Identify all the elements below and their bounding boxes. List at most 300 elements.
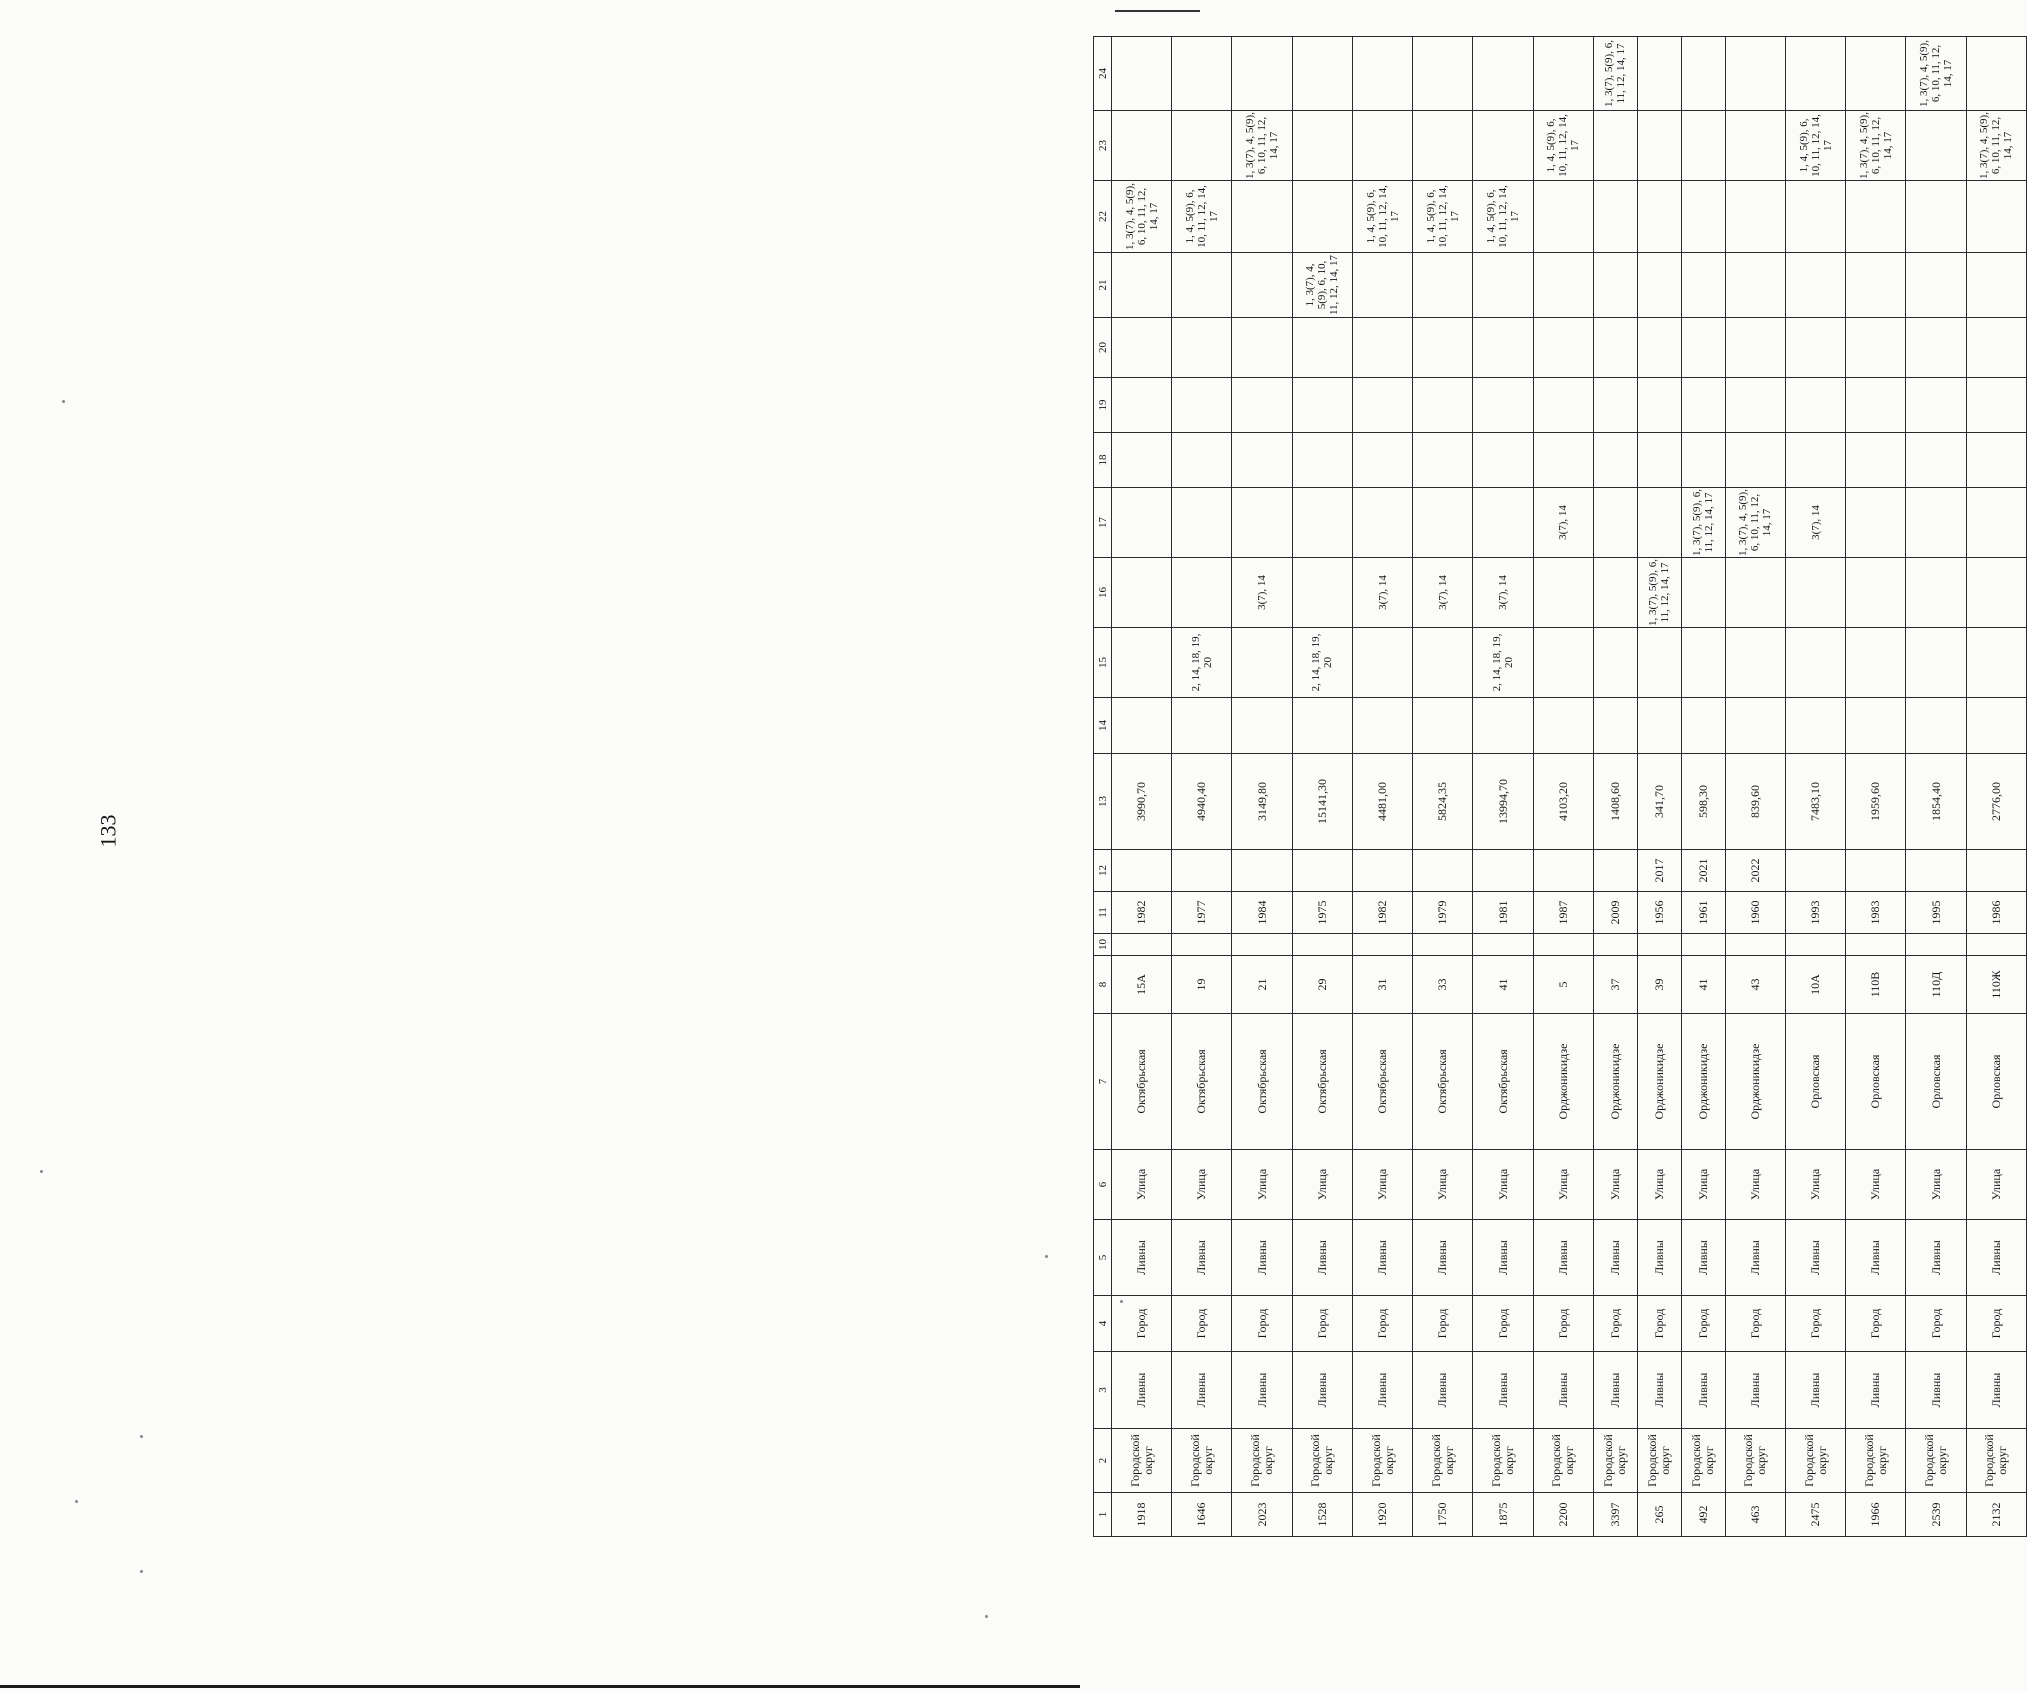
table-cell: Октябрьская xyxy=(1112,1014,1172,1150)
table-cell: Октябрьская xyxy=(1413,1014,1473,1150)
table-cell xyxy=(1593,253,1637,318)
table-cell xyxy=(1681,698,1725,754)
table-cell xyxy=(1533,698,1593,754)
table-cell xyxy=(1966,934,2026,956)
table-cell xyxy=(1593,628,1637,698)
table-cell xyxy=(1725,111,1785,181)
column-header: 3 xyxy=(1094,1352,1112,1429)
table-cell: Городской округ xyxy=(1725,1429,1785,1493)
table-cell xyxy=(1473,378,1533,433)
table-cell xyxy=(1172,934,1232,956)
table-cell xyxy=(1906,378,1966,433)
column-header: 11 xyxy=(1094,892,1112,934)
table-cell: 2022 xyxy=(1725,850,1785,892)
table-cell xyxy=(1232,181,1292,253)
table-cell: Октябрьская xyxy=(1232,1014,1292,1150)
table-cell xyxy=(1846,850,1906,892)
table-cell xyxy=(1413,378,1473,433)
table-cell: Ливны xyxy=(1906,1220,1966,1296)
table-cell: 1981 xyxy=(1473,892,1533,934)
bottom-rule xyxy=(0,1685,1080,1688)
table-cell xyxy=(1846,37,1906,111)
table-cell xyxy=(1593,433,1637,488)
table-cell xyxy=(1112,318,1172,378)
table-cell xyxy=(1172,318,1232,378)
table-cell: Городской округ xyxy=(1906,1429,1966,1493)
table-cell: Ливны xyxy=(1352,1352,1412,1429)
table-cell: Городской округ xyxy=(1292,1429,1352,1493)
table-cell: 1918 xyxy=(1112,1493,1172,1537)
table-cell: 3(7), 14 xyxy=(1352,558,1412,628)
table-cell: 1, 3(7), 5(9), 6, 11, 12, 14, 17 xyxy=(1593,37,1637,111)
table-cell: 341,70 xyxy=(1637,754,1681,850)
table-cell xyxy=(1785,558,1845,628)
table-cell: Ливны xyxy=(1681,1220,1725,1296)
table-cell xyxy=(1232,850,1292,892)
table-cell: 1984 xyxy=(1232,892,1292,934)
table-cell xyxy=(1846,698,1906,754)
table-cell xyxy=(1725,698,1785,754)
table-cell: Ливны xyxy=(1172,1220,1232,1296)
column-header: 18 xyxy=(1094,433,1112,488)
scan-speck xyxy=(75,1500,78,1503)
table-cell xyxy=(1966,318,2026,378)
table-cell: Город xyxy=(1232,1296,1292,1352)
table-cell xyxy=(1413,433,1473,488)
table-cell xyxy=(1533,181,1593,253)
table-cell: 1, 3(7), 4, 5(9), 6, 10, 11, 12, 14, 17 xyxy=(1232,111,1292,181)
table-cell xyxy=(1413,934,1473,956)
table-cell xyxy=(1292,378,1352,433)
table-cell: 1, 4, 5(9), 6, 10, 11, 12, 14, 17 xyxy=(1413,181,1473,253)
table-cell xyxy=(1725,253,1785,318)
table-cell xyxy=(1966,488,2026,558)
table-cell: 4481,00 xyxy=(1352,754,1412,850)
table-cell xyxy=(1637,488,1681,558)
table-row xyxy=(1906,37,1966,1537)
table-cell: 1, 4, 5(9), 6, 10, 11, 12, 14, 17 xyxy=(1352,181,1412,253)
table-cell xyxy=(1785,253,1845,318)
table-cell xyxy=(1681,628,1725,698)
table-cell: Городской округ xyxy=(1846,1429,1906,1493)
table-cell: 3(7), 14 xyxy=(1785,488,1845,558)
table-cell: Город xyxy=(1112,1296,1172,1352)
table-cell: 1961 xyxy=(1681,892,1725,934)
table-cell: 2, 14, 18, 19, 20 xyxy=(1473,628,1533,698)
table-cell: 10А xyxy=(1785,956,1845,1014)
column-header: 14 xyxy=(1094,698,1112,754)
table-cell: Город xyxy=(1473,1296,1533,1352)
column-header: 23 xyxy=(1094,111,1112,181)
table-cell xyxy=(1637,378,1681,433)
table-cell xyxy=(1172,488,1232,558)
table-cell xyxy=(1292,558,1352,628)
table-row xyxy=(1725,37,1785,1537)
table-cell: 3(7), 14 xyxy=(1413,558,1473,628)
table-cell: 15А xyxy=(1112,956,1172,1014)
table-cell xyxy=(1172,558,1232,628)
table-cell xyxy=(1906,111,1966,181)
table-cell: 29 xyxy=(1292,956,1352,1014)
column-header: 22 xyxy=(1094,181,1112,253)
table-cell: Орджоникидзе xyxy=(1681,1014,1725,1150)
table-cell: 1920 xyxy=(1352,1493,1412,1537)
table-cell: 1408,60 xyxy=(1593,754,1637,850)
table-cell: Орловская xyxy=(1785,1014,1845,1150)
table-cell xyxy=(1725,934,1785,956)
table-cell: 492 xyxy=(1681,1493,1725,1537)
header-row xyxy=(1094,37,1112,1537)
table-row xyxy=(1846,37,1906,1537)
table-cell: Ливны xyxy=(1413,1220,1473,1296)
column-header: 2 xyxy=(1094,1429,1112,1493)
table-cell xyxy=(1352,111,1412,181)
table-cell xyxy=(1413,850,1473,892)
table-cell xyxy=(1112,37,1172,111)
scan-speck xyxy=(140,1570,143,1573)
table-cell: 2009 xyxy=(1593,892,1637,934)
table-body xyxy=(1112,37,2027,1537)
table-cell xyxy=(1172,698,1232,754)
table-cell xyxy=(1112,488,1172,558)
table-cell: 110Ж xyxy=(1966,956,2026,1014)
table-cell xyxy=(1413,318,1473,378)
table-cell: Орджоникидзе xyxy=(1637,1014,1681,1150)
column-header: 1 xyxy=(1094,1493,1112,1537)
table-cell xyxy=(1232,488,1292,558)
table-cell xyxy=(1785,181,1845,253)
table-cell: 1956 xyxy=(1637,892,1681,934)
table-cell: 2017 xyxy=(1637,850,1681,892)
column-header: 21 xyxy=(1094,253,1112,318)
table-cell: Ливны xyxy=(1966,1220,2026,1296)
table-cell: Ливны xyxy=(1112,1220,1172,1296)
table-cell: Городской округ xyxy=(1966,1429,2026,1493)
table-cell: Улица xyxy=(1292,1150,1352,1220)
table-cell: Городской округ xyxy=(1593,1429,1637,1493)
table-cell: 2021 xyxy=(1681,850,1725,892)
table-cell xyxy=(1966,378,2026,433)
table-cell: Октябрьская xyxy=(1473,1014,1533,1150)
table-cell xyxy=(1533,558,1593,628)
table-cell: Орловская xyxy=(1906,1014,1966,1150)
table-cell: Октябрьская xyxy=(1172,1014,1232,1150)
table-cell: Городской округ xyxy=(1473,1429,1533,1493)
table-cell xyxy=(1725,558,1785,628)
table-cell xyxy=(1906,558,1966,628)
table-cell xyxy=(1533,37,1593,111)
table-cell xyxy=(1846,318,1906,378)
table-cell: Ливны xyxy=(1172,1352,1232,1429)
table-cell xyxy=(1232,934,1292,956)
table-cell xyxy=(1292,850,1352,892)
column-header: 15 xyxy=(1094,628,1112,698)
table-cell xyxy=(1906,488,1966,558)
table-cell xyxy=(1785,37,1845,111)
table-cell xyxy=(1112,111,1172,181)
table-cell xyxy=(1172,37,1232,111)
table-cell: 1, 4, 5(9), 6, 10, 11, 12, 14, 17 xyxy=(1172,181,1232,253)
table-cell: 1959,60 xyxy=(1846,754,1906,850)
table-cell xyxy=(1637,698,1681,754)
table-cell xyxy=(1292,111,1352,181)
table-cell xyxy=(1681,318,1725,378)
table-cell: Город xyxy=(1352,1296,1412,1352)
table-cell xyxy=(1725,37,1785,111)
table-cell: Городской округ xyxy=(1681,1429,1725,1493)
table-cell: Ливны xyxy=(1352,1220,1412,1296)
table-cell xyxy=(1112,433,1172,488)
table-cell: 1983 xyxy=(1846,892,1906,934)
table-cell xyxy=(1637,628,1681,698)
table-cell: Ливны xyxy=(1906,1352,1966,1429)
table-cell: 4940,40 xyxy=(1172,754,1232,850)
table-cell xyxy=(1292,698,1352,754)
table-cell xyxy=(1232,37,1292,111)
table-cell xyxy=(1112,253,1172,318)
table-cell xyxy=(1533,253,1593,318)
table-cell xyxy=(1473,253,1533,318)
table-row xyxy=(1637,37,1681,1537)
table-cell: 1987 xyxy=(1533,892,1593,934)
column-header: 20 xyxy=(1094,318,1112,378)
table-cell: 1, 3(7), 4, 5(9), 6, 10, 11, 12, 14, 17 xyxy=(1906,37,1966,111)
table-cell: Город xyxy=(1413,1296,1473,1352)
table-cell xyxy=(1533,318,1593,378)
table-cell xyxy=(1112,558,1172,628)
table-cell: 1, 4, 5(9), 6, 10, 11, 12, 14, 17 xyxy=(1473,181,1533,253)
table-cell: 1975 xyxy=(1292,892,1352,934)
table-cell: 1995 xyxy=(1906,892,1966,934)
table-cell: Ливны xyxy=(1681,1352,1725,1429)
table-cell xyxy=(1906,433,1966,488)
table-cell: 839,60 xyxy=(1725,754,1785,850)
table-cell: Ливны xyxy=(1846,1352,1906,1429)
table-cell xyxy=(1681,433,1725,488)
table-cell: Городской округ xyxy=(1112,1429,1172,1493)
table-cell xyxy=(1785,850,1845,892)
table-cell: Ливны xyxy=(1846,1220,1906,1296)
table-cell: Город xyxy=(1533,1296,1593,1352)
table-cell xyxy=(1172,433,1232,488)
table-cell: 3149,80 xyxy=(1232,754,1292,850)
table-cell: Улица xyxy=(1413,1150,1473,1220)
table-cell: 7483,10 xyxy=(1785,754,1845,850)
table-cell: 1, 4, 5(9), 6, 10, 11, 12, 14, 17 xyxy=(1785,111,1845,181)
table-cell: 1, 3(7), 5(9), 6, 11, 12, 14, 17 xyxy=(1637,558,1681,628)
table-cell: Улица xyxy=(1725,1150,1785,1220)
table-cell xyxy=(1292,433,1352,488)
table-cell: Город xyxy=(1785,1296,1845,1352)
table-cell xyxy=(1593,850,1637,892)
table-row xyxy=(1352,37,1412,1537)
table-cell: 1, 3(7), 4, 5(9), 6, 10, 11, 12, 14, 17 xyxy=(1725,488,1785,558)
table-cell: 2023 xyxy=(1232,1493,1292,1537)
table-cell: 2776,00 xyxy=(1966,754,2026,850)
table-cell xyxy=(1906,253,1966,318)
table-cell xyxy=(1681,37,1725,111)
table-cell: 2475 xyxy=(1785,1493,1845,1537)
table-cell: 33 xyxy=(1413,956,1473,1014)
column-header: 6 xyxy=(1094,1150,1112,1220)
table-cell: Ливны xyxy=(1533,1352,1593,1429)
scan-speck xyxy=(140,1435,143,1438)
table-cell: Город xyxy=(1725,1296,1785,1352)
table-cell xyxy=(1593,934,1637,956)
table-cell xyxy=(1473,318,1533,378)
table-cell xyxy=(1846,934,1906,956)
table-cell xyxy=(1232,698,1292,754)
table-cell xyxy=(1966,433,2026,488)
table-cell: 2, 14, 18, 19, 20 xyxy=(1292,628,1352,698)
table-cell: 1982 xyxy=(1352,892,1412,934)
table-cell: Ливны xyxy=(1232,1220,1292,1296)
table-cell: Улица xyxy=(1533,1150,1593,1220)
table-cell: Орджоникидзе xyxy=(1725,1014,1785,1150)
table-cell: Город xyxy=(1681,1296,1725,1352)
table-cell xyxy=(1846,558,1906,628)
table-cell: 1966 xyxy=(1846,1493,1906,1537)
table-cell: Город xyxy=(1637,1296,1681,1352)
table-cell: 1875 xyxy=(1473,1493,1533,1537)
table-cell: 598,30 xyxy=(1681,754,1725,850)
data-table xyxy=(1093,36,2027,1537)
table-cell xyxy=(1352,318,1412,378)
table-cell: 5 xyxy=(1533,956,1593,1014)
table-cell xyxy=(1846,181,1906,253)
table-cell xyxy=(1352,628,1412,698)
column-header: 7 xyxy=(1094,1014,1112,1150)
table-cell xyxy=(1966,558,2026,628)
table-cell xyxy=(1473,934,1533,956)
table-cell xyxy=(1232,628,1292,698)
table-cell: Ливны xyxy=(1292,1352,1352,1429)
table-cell: 1960 xyxy=(1725,892,1785,934)
table-cell xyxy=(1473,37,1533,111)
table-cell xyxy=(1352,253,1412,318)
table-cell: Ливны xyxy=(1413,1352,1473,1429)
table-cell xyxy=(1725,433,1785,488)
table-cell: Городской округ xyxy=(1785,1429,1845,1493)
table-cell xyxy=(1725,181,1785,253)
table-cell xyxy=(1846,253,1906,318)
table-cell xyxy=(1533,934,1593,956)
table-rotated-wrapper xyxy=(1093,40,2027,1537)
table-cell xyxy=(1473,111,1533,181)
table-cell xyxy=(1172,850,1232,892)
table-row xyxy=(1232,37,1292,1537)
scan-speck xyxy=(985,1615,988,1618)
table-cell: Ливны xyxy=(1725,1352,1785,1429)
table-cell xyxy=(1966,628,2026,698)
table-cell: Ливны xyxy=(1785,1352,1845,1429)
table-cell xyxy=(1533,850,1593,892)
table-cell xyxy=(1172,253,1232,318)
table-cell: 110В xyxy=(1846,956,1906,1014)
table-cell: 1982 xyxy=(1112,892,1172,934)
table-cell: 1, 3(7), 4, 5(9), 6, 10, 11, 12, 14, 17 xyxy=(1292,253,1352,318)
table-cell xyxy=(1292,37,1352,111)
table-cell xyxy=(1172,111,1232,181)
table-cell xyxy=(1593,378,1637,433)
table-cell xyxy=(1352,698,1412,754)
table-cell xyxy=(1413,37,1473,111)
table-cell xyxy=(1785,318,1845,378)
table-cell xyxy=(1785,628,1845,698)
table-cell xyxy=(1966,253,2026,318)
table-cell xyxy=(1352,488,1412,558)
table-row xyxy=(1533,37,1593,1537)
table-cell xyxy=(1292,488,1352,558)
table-cell: 3990,70 xyxy=(1112,754,1172,850)
table-cell xyxy=(1785,934,1845,956)
table-cell: 39 xyxy=(1637,956,1681,1014)
table-cell: 3(7), 14 xyxy=(1232,558,1292,628)
table-cell: 37 xyxy=(1593,956,1637,1014)
table-cell: Улица xyxy=(1785,1150,1845,1220)
table-cell xyxy=(1232,253,1292,318)
table-cell xyxy=(1352,433,1412,488)
table-cell: Ливны xyxy=(1966,1352,2026,1429)
table-cell xyxy=(1681,558,1725,628)
column-header: 10 xyxy=(1094,934,1112,956)
table-cell: 2539 xyxy=(1906,1493,1966,1537)
table-cell: 2, 14, 18, 19, 20 xyxy=(1172,628,1232,698)
table-cell: 43 xyxy=(1725,956,1785,1014)
table-row xyxy=(1966,37,2026,1537)
table-row xyxy=(1172,37,1232,1537)
table-row xyxy=(1681,37,1725,1537)
table-cell xyxy=(1473,433,1533,488)
table-cell xyxy=(1681,934,1725,956)
table-cell xyxy=(1593,558,1637,628)
table-cell: Городской округ xyxy=(1232,1429,1292,1493)
scan-speck xyxy=(62,400,65,403)
table-row xyxy=(1593,37,1637,1537)
table-cell xyxy=(1785,433,1845,488)
column-header: 13 xyxy=(1094,754,1112,850)
table-cell: Городской округ xyxy=(1413,1429,1473,1493)
table-cell: 41 xyxy=(1473,956,1533,1014)
table-cell: Городской округ xyxy=(1637,1429,1681,1493)
table-cell: 1, 3(7), 4, 5(9), 6, 10, 11, 12, 14, 17 xyxy=(1966,111,2026,181)
table-cell: Ливны xyxy=(1725,1220,1785,1296)
column-header: 12 xyxy=(1094,850,1112,892)
table-cell xyxy=(1232,433,1292,488)
table-cell xyxy=(1637,253,1681,318)
table-cell xyxy=(1846,433,1906,488)
table-cell: Ливны xyxy=(1112,1352,1172,1429)
table-cell xyxy=(1846,378,1906,433)
table-cell: 1, 4, 5(9), 6, 10, 11, 12, 14, 17 xyxy=(1533,111,1593,181)
table-cell xyxy=(1906,698,1966,754)
table-cell: 1977 xyxy=(1172,892,1232,934)
table-cell: Город xyxy=(1966,1296,2026,1352)
table-cell xyxy=(1637,934,1681,956)
table-cell xyxy=(1681,111,1725,181)
table-cell: Орджоникидзе xyxy=(1593,1014,1637,1150)
table-cell: Улица xyxy=(1352,1150,1412,1220)
table-cell: 3397 xyxy=(1593,1493,1637,1537)
table-cell xyxy=(1906,628,1966,698)
table-cell xyxy=(1785,698,1845,754)
table-cell xyxy=(1637,433,1681,488)
table-cell xyxy=(1112,698,1172,754)
table-cell: Город xyxy=(1292,1296,1352,1352)
table-cell: 1993 xyxy=(1785,892,1845,934)
table-cell: Городской округ xyxy=(1172,1429,1232,1493)
table-cell: 1646 xyxy=(1172,1493,1232,1537)
